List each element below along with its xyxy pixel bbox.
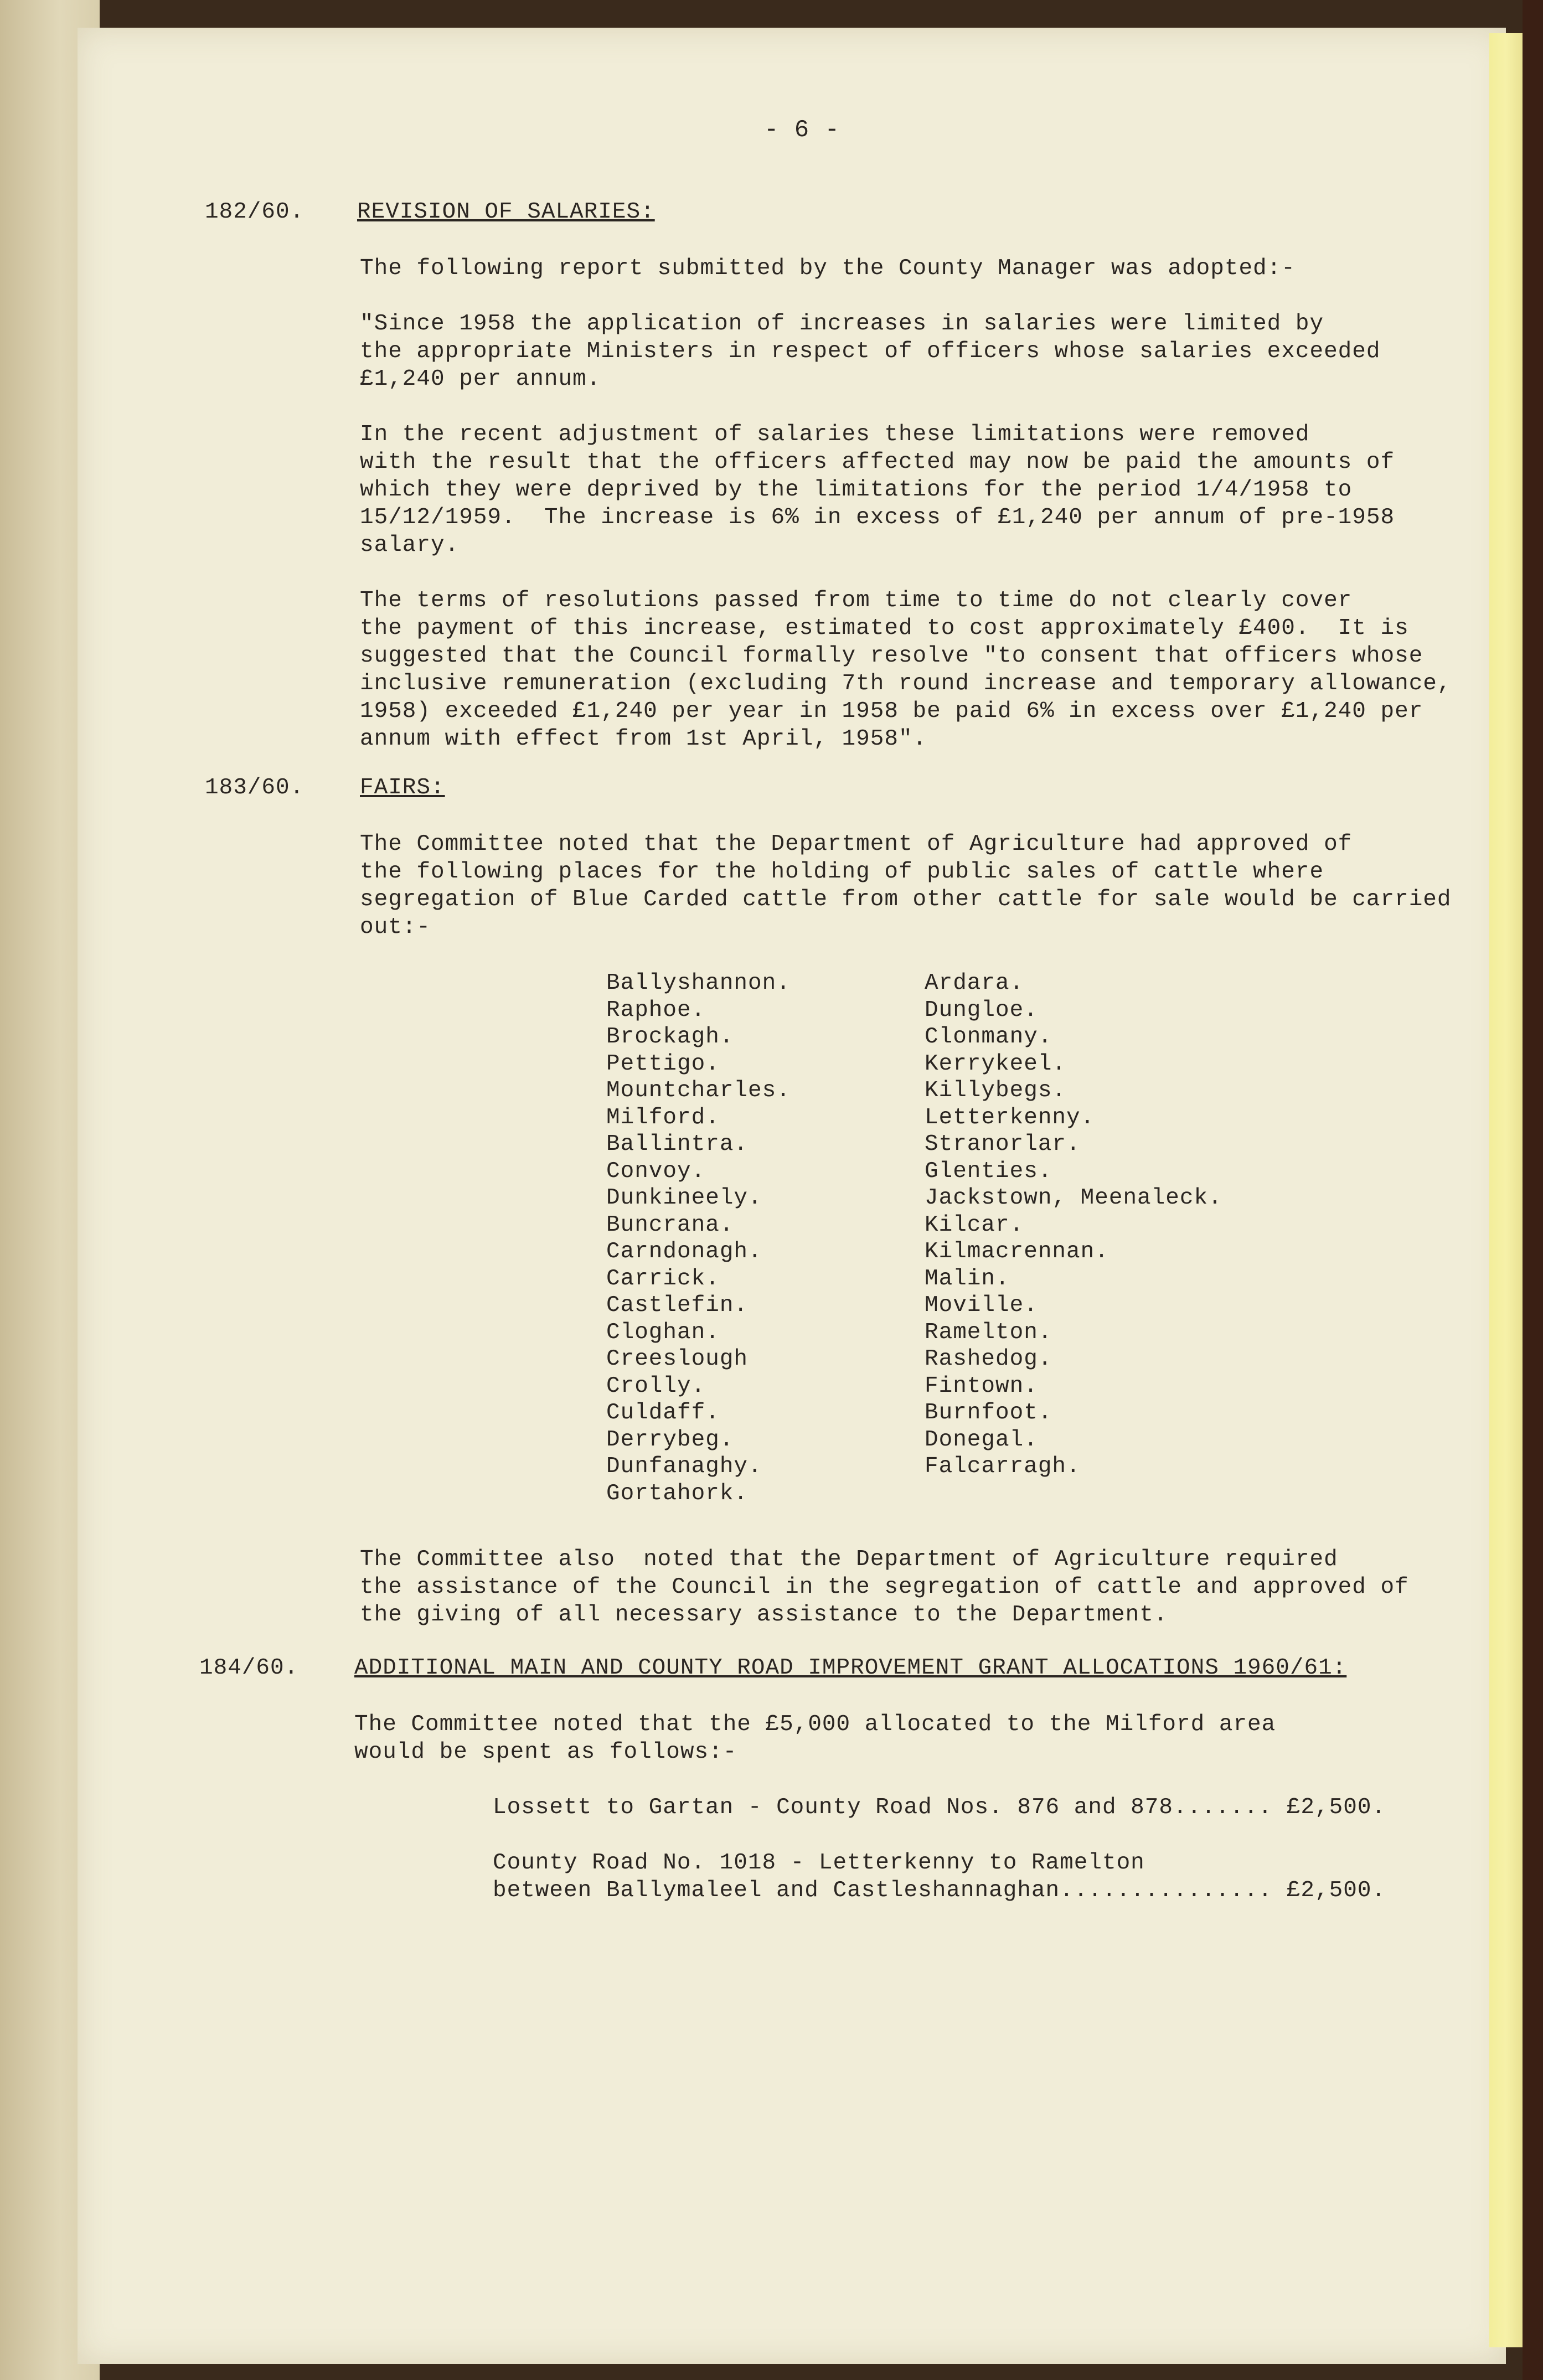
fair-place: Kilmacrennan.	[925, 1239, 1109, 1264]
revision-of-salaries-body	[360, 255, 1452, 753]
text-line: the payment of this increase, estimated to cost approximately £400. It is	[360, 616, 1409, 641]
text-line: In the recent adjustment of salaries these limitations were removed	[360, 422, 1310, 447]
text-line: The Committee also noted that the Department of Agriculture required	[360, 1547, 1338, 1572]
text-line: which they were deprived by the limitations for the period 1/4/1958 to	[360, 477, 1353, 503]
allocation-line: between Ballymaleel and Castleshannaghan............... £2,500.	[493, 1878, 1386, 1903]
text-line: segregation of Blue Carded cattle from other cattle for sale would be carried	[360, 887, 1452, 912]
text-line: the appropriate Ministers in respect of officers whose salaries exceeded	[360, 339, 1381, 364]
text-line: salary.	[360, 533, 460, 558]
fair-place: Ramelton.	[925, 1319, 1052, 1345]
text-line: inclusive remuneration (excluding 7th round increase and temporary allowance,	[360, 671, 1452, 696]
fair-place: Buncrana.	[606, 1212, 734, 1238]
fair-place: Carrick.	[606, 1266, 720, 1292]
heading-fairs: FAIRS:	[360, 775, 445, 801]
fair-place: Cloghan.	[606, 1319, 720, 1345]
fair-place: Killybegs.	[925, 1078, 1067, 1103]
allocation-line: County Road No. 1018 - Letterkenny to Ramelton	[493, 1850, 1145, 1876]
road-allocations-list	[493, 1794, 1386, 1904]
minute-number-183: 183/60.	[205, 775, 305, 801]
text-line: the assistance of the Council in the segregation of cattle and approved of	[360, 1574, 1409, 1600]
fair-place: Convoy.	[606, 1158, 706, 1184]
fair-place: Crolly.	[606, 1373, 706, 1399]
text-line: 1958) exceeded £1,240 per year in 1958 be paid 6% in excess over £1,240 per	[360, 699, 1423, 724]
fair-place: Mountcharles.	[606, 1078, 791, 1103]
fair-place: Letterkenny.	[925, 1104, 1095, 1130]
fair-place: Rashedog.	[925, 1346, 1052, 1372]
fair-place: Ballintra.	[606, 1132, 749, 1157]
fairs-intro	[360, 830, 1452, 941]
binder-edge	[1523, 0, 1543, 2380]
text-line: The Committee noted that the £5,000 allocated to the Milford area	[354, 1712, 1276, 1737]
text-line	[360, 282, 1452, 310]
text-line: would be spent as follows:-	[354, 1739, 737, 1765]
text-line: The Committee noted that the Department of Agriculture had approved of	[360, 832, 1353, 857]
fair-place: Raphoe.	[606, 997, 706, 1023]
fair-place: Dungloe.	[925, 997, 1038, 1023]
text-line: 15/12/1959. The increase is 6% in excess of £1,240 per annum of pre-1958	[360, 505, 1395, 530]
text-line: suggested that the Council formally resolve "to consent that officers whose	[360, 643, 1423, 669]
heading-revision-of-salaries: REVISION OF SALARIES:	[357, 199, 655, 225]
fair-place: Ardara.	[925, 970, 1024, 996]
fair-place: Burnfoot.	[925, 1400, 1052, 1426]
minute-number-184: 184/60.	[199, 1655, 299, 1681]
fair-places-left-column	[606, 970, 791, 1507]
fair-place: Donegal.	[925, 1427, 1038, 1453]
fair-place: Carndonagh.	[606, 1239, 762, 1264]
allocation-line	[493, 1821, 1386, 1849]
text-line	[360, 559, 1452, 587]
fair-place: Milford.	[606, 1104, 720, 1130]
heading-road-allocations: ADDITIONAL MAIN AND COUNTY ROAD IMPROVEMENT GRANT ALLOCATIONS 1960/61:	[354, 1655, 1347, 1681]
fair-place: Kilcar.	[925, 1212, 1024, 1238]
text-line: £1,240 per annum.	[360, 366, 601, 392]
fair-place: Dunfanaghy.	[606, 1454, 762, 1479]
fair-place: Moville.	[925, 1293, 1038, 1318]
fair-place: Brockagh.	[606, 1024, 734, 1050]
text-line: the giving of all necessary assistance to the Department.	[360, 1602, 1168, 1628]
fair-place: Creeslough	[606, 1346, 749, 1372]
fair-place: Falcarragh.	[925, 1454, 1081, 1479]
fair-place: Stranorlar.	[925, 1132, 1081, 1157]
fair-places-right-column	[925, 970, 1222, 1480]
fair-place: Kerrykeel.	[925, 1051, 1067, 1077]
fair-place: Malin.	[925, 1266, 1010, 1292]
text-line: the following places for the holding of public sales of cattle where	[360, 859, 1324, 885]
page-number: - 6 -	[764, 116, 840, 144]
text-line: The terms of resolutions passed from time to time do not clearly cover	[360, 588, 1353, 613]
fair-place: Glenties.	[925, 1158, 1052, 1184]
fairs-outro	[360, 1546, 1409, 1629]
fair-place: Castlefin.	[606, 1293, 749, 1318]
fair-place: Dunkineely.	[606, 1185, 762, 1211]
text-line: The following report submitted by the County Manager was adopted:-	[360, 256, 1296, 281]
fair-place: Ballyshannon.	[606, 970, 791, 996]
fair-place: Jackstown, Meenaleck.	[925, 1185, 1222, 1211]
fair-place: Fintown.	[925, 1373, 1038, 1399]
road-allocations-intro	[354, 1711, 1276, 1766]
fair-place: Clonmany.	[925, 1024, 1052, 1050]
text-line: with the result that the officers affected may now be paid the amounts of	[360, 450, 1395, 475]
text-line	[360, 393, 1452, 421]
fair-place: Derrybeg.	[606, 1427, 734, 1453]
text-line: annum with effect from 1st April, 1958".	[360, 726, 927, 752]
text-line: "Since 1958 the application of increases in salaries were limited by	[360, 311, 1324, 337]
fair-place: Pettigo.	[606, 1051, 720, 1077]
yellow-sheet-edge	[1489, 33, 1523, 2347]
text-line: out:-	[360, 915, 431, 940]
fair-place: Culdaff.	[606, 1400, 720, 1426]
fair-place: Gortahork.	[606, 1480, 749, 1506]
minute-number-182: 182/60.	[205, 199, 305, 225]
allocation-line: Lossett to Gartan - County Road Nos. 876 and 878....... £2,500.	[493, 1795, 1386, 1820]
